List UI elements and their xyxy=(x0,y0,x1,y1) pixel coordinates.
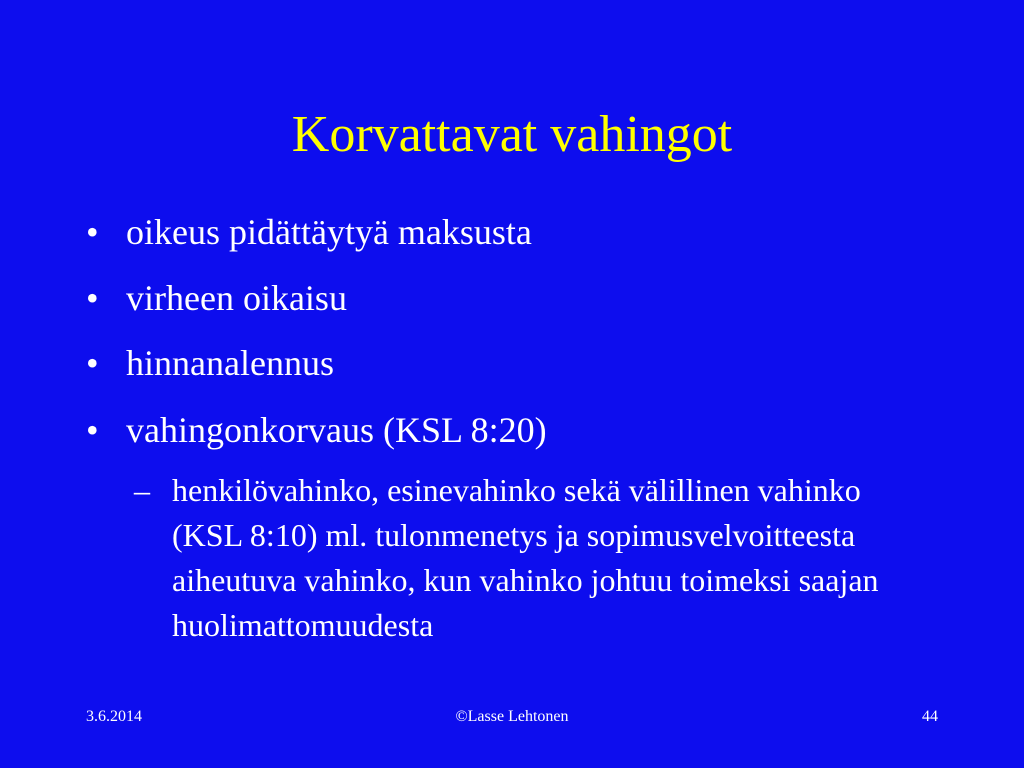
sub-bullet-item xyxy=(134,468,934,648)
bullet-item xyxy=(86,210,532,254)
sub-bullet-text: henkilövahinko, esinevahinko sekä välillinen vahinko (KSL 8:10) ml. tulonmenetys ja sopimusvelvoitteesta aiheutuva vahinko, kun vahinko johtuu toimeksi saajan huolimattomuudesta xyxy=(172,472,879,643)
page-number: 44 xyxy=(922,708,938,725)
slide-title: Korvattavat vahingot xyxy=(291,106,733,163)
footer-author: ©Lasse Lehtonen xyxy=(455,708,569,725)
bullet-item xyxy=(86,276,347,320)
bullet-marker: • xyxy=(86,212,99,252)
bullet-text: oikeus pidättäytyä maksusta xyxy=(126,212,532,252)
footer-date: 3.6.2014 xyxy=(86,708,142,725)
bullet-marker: • xyxy=(86,410,99,450)
bullet-marker: • xyxy=(86,343,99,383)
bullet-item xyxy=(86,341,334,385)
bullet-item xyxy=(86,408,547,452)
bullet-text: vahingonkorvaus (KSL 8:20) xyxy=(126,410,547,450)
bullet-marker: • xyxy=(86,278,99,318)
bullet-text: virheen oikaisu xyxy=(126,278,347,318)
bullet-text: hinnanalennus xyxy=(126,343,334,383)
sub-bullet-marker: – xyxy=(134,472,150,508)
